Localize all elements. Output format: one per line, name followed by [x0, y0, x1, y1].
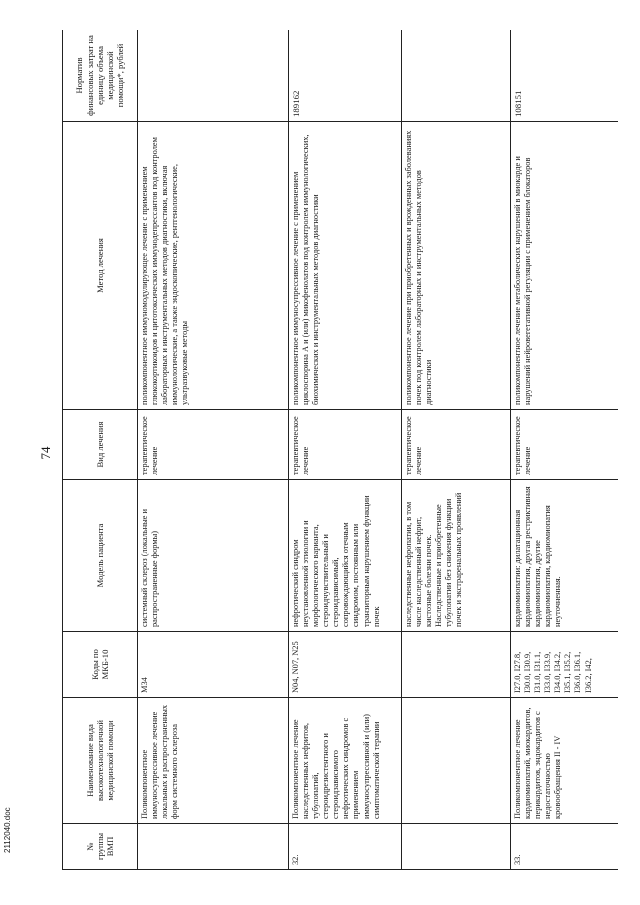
cell-patient-model: нефротический синдром неустановленной этиологии и морфологического варианта, стероидчувствительный и стероидзависимый, сопровождающийся отечным синдромом, постоянным или транзиторным нарушением функции почек [289, 480, 402, 632]
landscape-content [62, 30, 618, 870]
cell-treatment-type: терапевтическое лечение [511, 410, 619, 480]
table-row [289, 30, 402, 870]
header-treatment-method: Метод лечения [63, 122, 138, 410]
cell-icd-codes: М34 [138, 632, 289, 698]
cell-patient-model [402, 480, 511, 632]
table-header-row [63, 30, 138, 870]
rotated-page-area [62, 30, 618, 870]
cell-treatment-method: поликомпонентное лечение метаболических нарушений в миокарде и нарушений нейровегетативной регуляции с применением блокаторов [511, 122, 619, 410]
cell-treatment-method: поликомпонентное лечение при приобретенных и врожденных заболеваниях почек под контролем лабораторных и инструментальных методов диагностики [402, 122, 511, 410]
cell-treatment-method: поликомпонентное иммуносупрессивное лечение с применением циклоспорина А и (или) микофенолатов под контролем иммунологических, биохимических и инструментальных методов диагностики [289, 122, 402, 410]
cell-icd-codes [402, 632, 511, 698]
header-treatment-type: Вид лечения [63, 410, 138, 480]
page-number: 74 [38, 446, 53, 460]
cell-vmp-name: Поликомпонентное лечение кардиомиопатий, миокардитов, перикардитов, эндокардитов с недостаточностью кровообращения II - IV [511, 698, 619, 824]
header-cost-norm: Норматив финансовых затрат на единицу объема медицинской помощи*, рублей [63, 30, 138, 122]
table-row [511, 30, 619, 870]
cell-vmp-name [402, 698, 511, 824]
cell-cost-norm: 108151 [511, 30, 619, 122]
cell-group: 33. [511, 824, 619, 870]
footer-file-code: 2112040.doc [3, 807, 12, 853]
header-icd-codes: Коды по МКБ-10 [63, 632, 138, 698]
cell-group: 32. [289, 824, 402, 870]
header-patient-model: Модель пациента [63, 480, 138, 632]
vmp-table [62, 30, 618, 870]
cell-group [138, 824, 289, 870]
table-row [138, 30, 289, 870]
cell-patient-model: системный склероз (локальные и распространенные формы) [138, 480, 289, 632]
cell-treatment-type: терапевтическое лечение [138, 410, 289, 480]
cell-cost-norm: 189162 [289, 30, 402, 122]
cell-group [402, 824, 511, 870]
cell-treatment-type: терапевтическое лечение [289, 410, 402, 480]
cell-patient-model: кардиомиопатии: дилатационная кардиомиопатия, другая рестриктивная кардиомиопатия, другие кардиомиопатии, кардиомиопатия неуточненная. [511, 480, 619, 632]
header-group-number: № группы ВМП [63, 824, 138, 870]
cell-vmp-name: Поликомпонентное лечение наследственных нефритов, тубулопатий, стероидрезистентного и стероидзависимого нефротических синдромов с применением иммуносупрессивной и (или) симптоматической терапии [289, 698, 402, 824]
patient-model-part-2: Наследственные и приобретенные тубулопатии без снижения функции почек и экстраренальных проявлений [434, 492, 464, 627]
table-row [402, 30, 511, 870]
cell-cost-norm [138, 30, 289, 122]
patient-model-part-1: наследственные нефропатии, в том числе наследственный нефрит, кистозные болезни почек. [404, 501, 434, 627]
cell-vmp-name: Поликомпонентное иммуносупрессивное лечение локальных и распространенных форм системного склероза [138, 698, 289, 824]
cell-treatment-method: поликомпонентное иммуномодулирующее лечение с применением глюкокортикоидов и цитотоксических иммунодепрессантов под контролем лабораторных и инструментальных методов диагностики, включая иммунологические, а также эндоскопические, рентгенологические, ультразвуковые методы [138, 122, 289, 410]
cell-treatment-type: терапевтическое лечение [402, 410, 511, 480]
cell-icd-codes: I27.0, I27.8, I30.0, I30.9, I31.0, I31.1, I33.0, I33.9, I34.0, I34.2, I35.1, I35.2, I36.0, I36.1, I36.2, I42, [511, 632, 619, 698]
cell-cost-norm [402, 30, 511, 122]
header-vmp-name: Наименование вида высокотехнологичной медицинской помощи [63, 698, 138, 824]
cell-icd-codes: N04, N07, N25 [289, 632, 402, 698]
